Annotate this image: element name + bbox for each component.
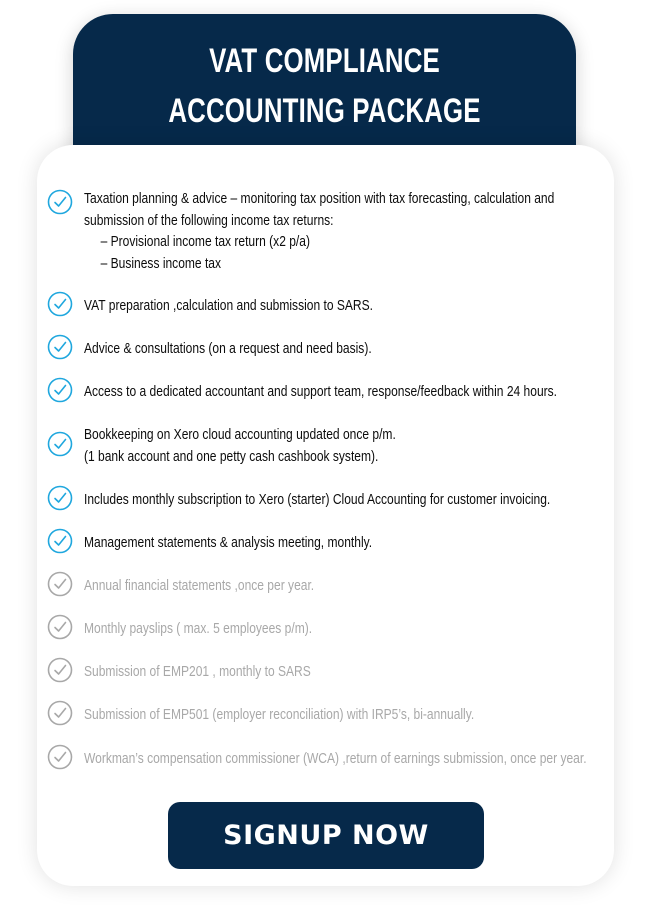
feature-text: Submission of EMP201 , monthly to SARS <box>84 664 311 680</box>
feature-text: Access to a dedicated accountant and support team, response/feedback within 24 hours. <box>84 384 558 400</box>
check-circle-icon <box>47 571 73 597</box>
feature-text: Submission of EMP501 (employer reconciliation) with IRP5’s, bi-annually. <box>84 707 475 723</box>
package-title-line-2: ACCOUNTING PACKAGE <box>168 92 481 130</box>
check-circle-icon <box>47 334 73 360</box>
feature-text: VAT preparation ,calculation and submission to SARS. <box>84 298 373 314</box>
feature-line: (1 bank account and one petty cash cashbook system). <box>84 448 379 465</box>
feature-text: Annual financial statements ,once per year. <box>84 578 315 594</box>
check-circle-icon <box>47 377 73 403</box>
check-circle-icon <box>47 189 73 215</box>
check-circle-icon <box>47 291 73 317</box>
check-circle-icon <box>47 431 73 457</box>
feature-line: Bookkeeping on Xero cloud accounting updated once p/m. <box>84 427 396 443</box>
package-title-line-1: VAT COMPLIANCE <box>209 42 440 80</box>
check-circle-icon <box>47 700 73 726</box>
feature-text: Workman’s compensation commissioner (WCA) ,return of earnings submission, once per year. <box>84 751 587 767</box>
feature-text: Management statements & analysis meeting, monthly. <box>84 535 373 551</box>
check-circle-icon <box>47 485 73 511</box>
feature-text: Includes monthly subscription to Xero (starter) Cloud Accounting for customer invoicing. <box>84 492 551 508</box>
package-title <box>133 36 515 136</box>
check-circle-icon <box>47 657 73 683</box>
feature-text <box>84 425 396 468</box>
feature-line: submission of the following income tax returns: <box>84 212 334 229</box>
check-circle-icon <box>47 528 73 554</box>
feature-text: Monthly payslips ( max. 5 employees p/m). <box>84 621 313 637</box>
feature-text <box>84 189 554 275</box>
feature-sub-item: – Provisional income tax return (x2 p/a) <box>100 234 310 250</box>
check-circle-icon <box>47 614 73 640</box>
signup-now-button[interactable]: SIGNUP NOW <box>168 802 484 869</box>
feature-sub-item: – Business income tax <box>100 255 222 272</box>
check-circle-icon <box>47 744 73 770</box>
feature-text: Advice & consultations (on a request and need basis). <box>84 341 372 357</box>
feature-line: Taxation planning & advice – monitoring tax position with tax forecasting, calculation and <box>84 191 555 207</box>
